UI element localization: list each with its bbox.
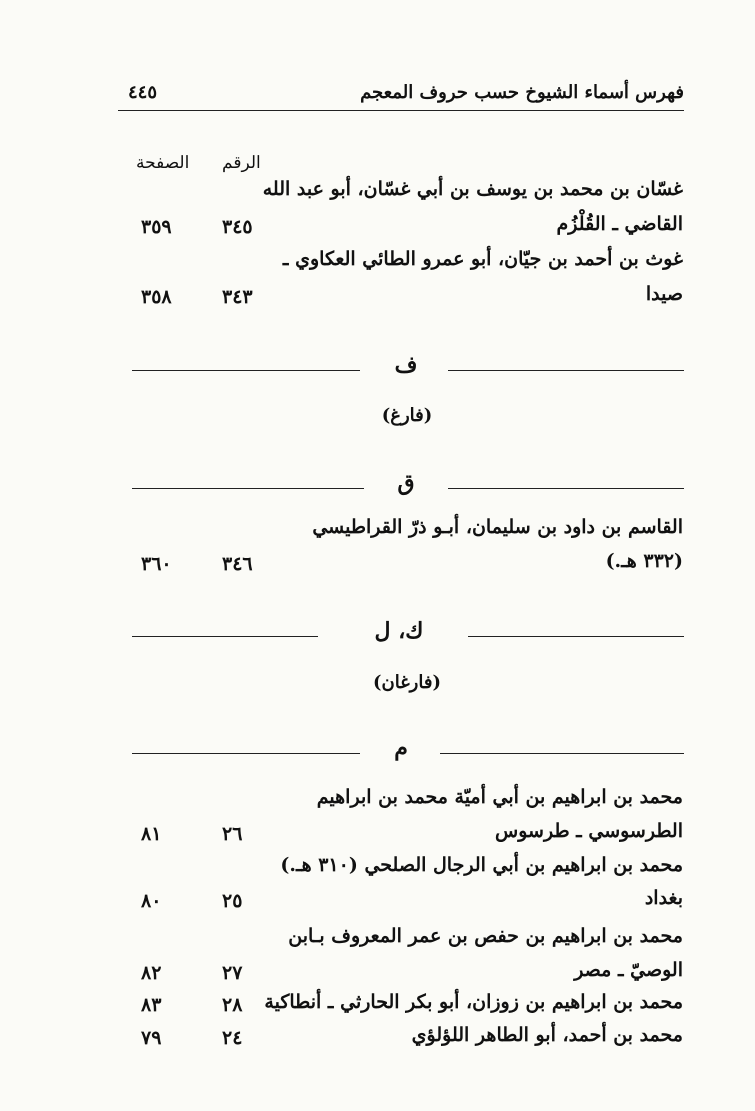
entry-line-1: القاسم بن داود بن سليمان، أبـو ذرّ القراطيسي — [312, 516, 683, 538]
entry-page: ٨٢ — [141, 962, 162, 984]
entry-number: ٢٨ — [222, 994, 243, 1016]
section-letter: م — [394, 735, 408, 761]
entry-line-1: غسّان بن محمد بن يوسف بن أبي غسّان، أبو عبد الله — [262, 178, 683, 200]
section-letter: ف — [394, 352, 418, 378]
section-divider-kaf-lam — [132, 618, 684, 654]
entry-line-1: محمد بن ابراهيم بن حفص بن عمر المعروف بـابن — [288, 925, 683, 947]
entry-line-2: الطرسوسي ـ طرسوس — [495, 820, 683, 842]
entry-page: ٣٥٨ — [141, 286, 172, 308]
column-header-page: الصفحة — [136, 153, 190, 173]
divider-rule-left — [132, 753, 360, 754]
entry-number: ٢٥ — [222, 890, 243, 912]
entry-number: ٣٤٦ — [222, 553, 253, 575]
entry-page: ٣٥٩ — [141, 216, 172, 238]
divider-rule-right — [448, 488, 684, 489]
divider-rule-left — [132, 370, 360, 371]
entry-line-1: محمد بن ابراهيم بن زوزان، أبو بكر الحارثي ـ أنطاكية — [264, 991, 683, 1013]
entry-page: ٨٣ — [141, 994, 162, 1016]
entry-line-1: غوث بن أحمد بن جيّان، أبو عمرو الطائي العكاوي ـ — [282, 248, 683, 270]
entry-page: ٣٦٠ — [141, 553, 172, 575]
divider-rule-left — [132, 636, 318, 637]
entry-line-2: الوصيّ ـ مصر — [574, 959, 683, 981]
section-divider-fa — [132, 352, 684, 388]
entry-page: ٨٠ — [141, 890, 162, 912]
entry-line-2: صيدا — [645, 283, 683, 305]
divider-rule-right — [440, 753, 684, 754]
section-divider-qaf — [132, 470, 684, 506]
entry-line-2: القاضي ـ القُلْزُم — [556, 213, 683, 235]
entry-number: ٣٤٣ — [222, 286, 253, 308]
entry-line-2: (٣٣٢ هـ.) — [605, 550, 683, 572]
entry-line-1: محمد بن ابراهيم بن أبي أميّة محمد بن ابراهيم — [316, 786, 683, 808]
entry-number: ٢٦ — [222, 823, 243, 845]
section-letter: ك، ل — [374, 618, 424, 644]
entry-page: ٨١ — [141, 823, 162, 845]
column-header-number: الرقم — [222, 153, 261, 173]
entry-line-1: محمد بن ابراهيم بن أبي الرجال الصلحي (٣١٠ هـ.) — [280, 854, 683, 876]
divider-rule-left — [132, 488, 364, 489]
running-title: فهرس أسماء الشيوخ حسب حروف المعجم — [360, 82, 684, 103]
entry-page: ٧٩ — [141, 1027, 162, 1049]
section-divider-mim — [132, 735, 684, 771]
running-header — [118, 80, 684, 111]
divider-rule-right — [448, 370, 684, 371]
section-empty-note: (فارغان) — [373, 672, 441, 693]
entry-number: ٣٤٥ — [222, 216, 253, 238]
entry-line-1: محمد بن أحمد، أبو الطاهر اللؤلؤي — [411, 1024, 683, 1046]
divider-rule-right — [468, 636, 684, 637]
entry-number: ٢٤ — [222, 1027, 243, 1049]
section-empty-note: (فارغ) — [381, 405, 433, 426]
section-letter: ق — [397, 470, 415, 496]
entry-number: ٢٧ — [222, 962, 243, 984]
page-number: ٤٤٥ — [128, 82, 158, 103]
entry-line-2: بغداد — [644, 887, 683, 909]
